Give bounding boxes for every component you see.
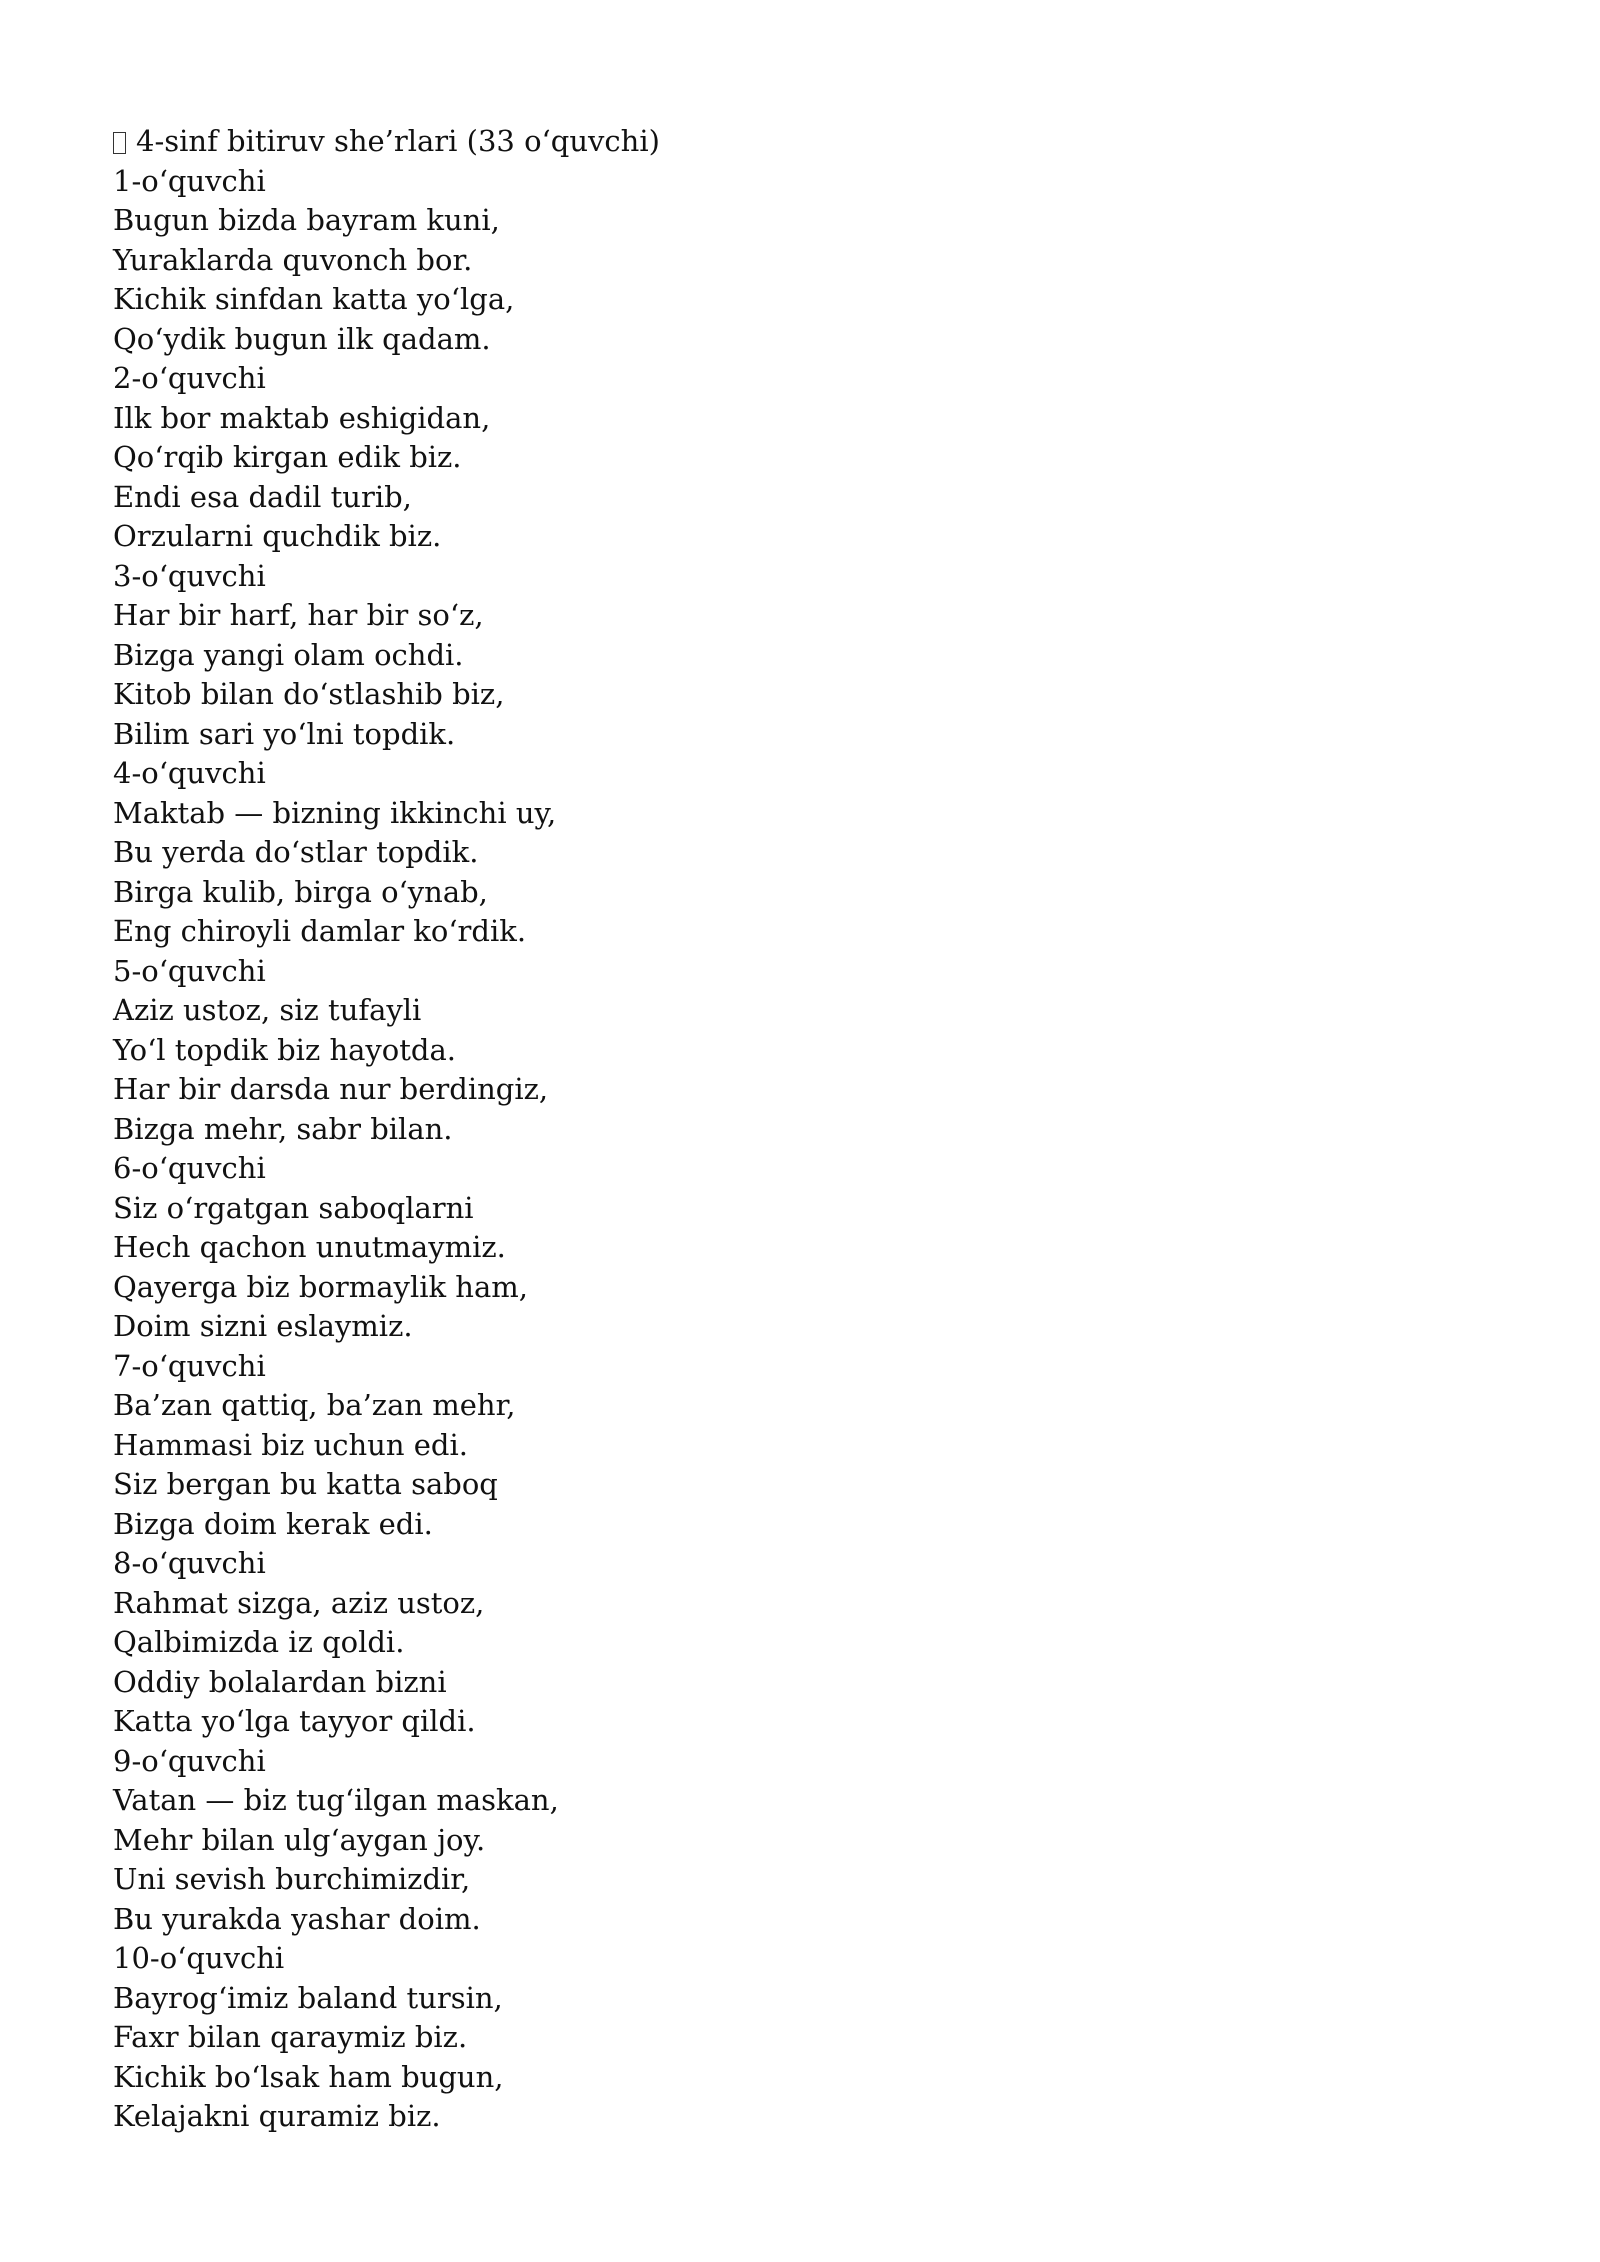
verse-line: Qoʻydik bugun ilk qadam. — [113, 321, 491, 356]
stanza — [113, 1149, 1493, 1347]
speaker-label: 4-oʻquvchi — [113, 756, 266, 790]
verse-line: Kichik boʻlsak ham bugun, — [113, 2059, 504, 2094]
verse-line: Doim sizni eslaymiz. — [113, 1309, 413, 1343]
verse-line: Har bir darsda nur berdingiz, — [113, 1072, 549, 1106]
verse-line: Rahmat sizga, aziz ustoz, — [113, 1585, 485, 1620]
document-page — [113, 122, 1493, 2137]
verse-line: Oddiy bolalardan bizni — [113, 1664, 447, 1699]
verse-line: Aziz ustoz, siz tufayli — [113, 993, 422, 1027]
verse-line: Bugun bizda bayram kuni, — [113, 203, 500, 237]
verse-line: Hammasi biz uchun edi. — [113, 1427, 468, 1462]
verse-line: Maktab — bizning ikkinchi uy, — [113, 795, 557, 830]
verse-line: Bizga yangi olam ochdi. — [113, 637, 464, 672]
verse-line: Kelajakni quramiz biz. — [113, 2099, 441, 2133]
verse-line: Bilim sari yoʻlni topdik. — [113, 716, 456, 751]
verse-line: Ilk bor maktab eshigidan, — [113, 400, 491, 435]
stanza — [113, 359, 1493, 557]
verse-line: Qalbimizda iz qoldi. — [113, 1625, 405, 1659]
verse-line: Kichik sinfdan katta yoʻlga, — [113, 282, 515, 316]
speaker-label: 10-oʻquvchi — [113, 1941, 285, 1975]
document-title-row — [113, 122, 1493, 162]
stanza — [113, 754, 1493, 952]
verse-line: Kitob bilan doʻstlashib biz, — [113, 677, 505, 711]
stanza — [113, 557, 1493, 755]
verse-line: Eng chiroyli damlar koʻrdik. — [113, 914, 527, 948]
stanza — [113, 1347, 1493, 1545]
stanza — [113, 1939, 1493, 2137]
stanza — [113, 1742, 1493, 1940]
verse-line: Orzularni quchdik biz. — [113, 519, 442, 553]
verse-line: Bizga mehr, sabr bilan. — [113, 1111, 453, 1146]
verse-line: Ba’zan qattiq, ba’zan mehr, — [113, 1388, 516, 1422]
verse-line: Hech qachon unutmaymiz. — [113, 1230, 506, 1264]
document-title: 4-sinf bitiruv she’rlari (33 oʻquvchi) — [136, 124, 660, 158]
verse-line: Vatan — biz tugʻilgan maskan, — [113, 1783, 559, 1817]
speaker-label: 9-oʻquvchi — [113, 1743, 266, 1778]
verse-line: Yuraklarda quvonch bor. — [113, 242, 473, 277]
speaker-label: 5-oʻquvchi — [113, 953, 266, 988]
verse-line: Uni sevish burchimizdir, — [113, 1862, 471, 1896]
verse-line: Bu yerda doʻstlar topdik. — [113, 835, 479, 869]
missing-glyph-icon — [113, 132, 126, 154]
verse-line: Katta yoʻlga tayyor qildi. — [113, 1704, 476, 1738]
verse-line: Birga kulib, birga oʻynab, — [113, 874, 488, 909]
verse-line: Faxr bilan qaraymiz biz. — [113, 2020, 468, 2054]
verse-line: Har bir harf, har bir soʻz, — [113, 598, 484, 632]
speaker-label: 6-oʻquvchi — [113, 1151, 266, 1185]
verse-line: Bu yurakda yashar doim. — [113, 1901, 481, 1936]
poem-body — [113, 162, 1493, 2137]
verse-line: Mehr bilan ulgʻaygan joy. — [113, 1822, 486, 1857]
verse-line: Bayrogʻimiz baland tursin, — [113, 1980, 503, 2015]
stanza — [113, 1544, 1493, 1742]
verse-line: Qayerga biz bormaylik ham, — [113, 1269, 528, 1304]
speaker-label: 2-oʻquvchi — [113, 361, 266, 395]
verse-line: Bizga doim kerak edi. — [113, 1506, 433, 1541]
speaker-label: 7-oʻquvchi — [113, 1348, 266, 1383]
verse-line: Yoʻl topdik biz hayotda. — [113, 1032, 456, 1067]
verse-line: Endi esa dadil turib, — [113, 479, 412, 514]
speaker-label: 1-oʻquvchi — [113, 163, 266, 198]
verse-line: Qoʻrqib kirgan edik biz. — [113, 440, 462, 474]
stanza — [113, 952, 1493, 1150]
verse-line: Siz oʻrgatgan saboqlarni — [113, 1190, 474, 1225]
verse-line: Siz bergan bu katta saboq — [113, 1467, 498, 1501]
speaker-label: 3-oʻquvchi — [113, 558, 266, 593]
speaker-label: 8-oʻquvchi — [113, 1546, 266, 1580]
stanza — [113, 162, 1493, 360]
